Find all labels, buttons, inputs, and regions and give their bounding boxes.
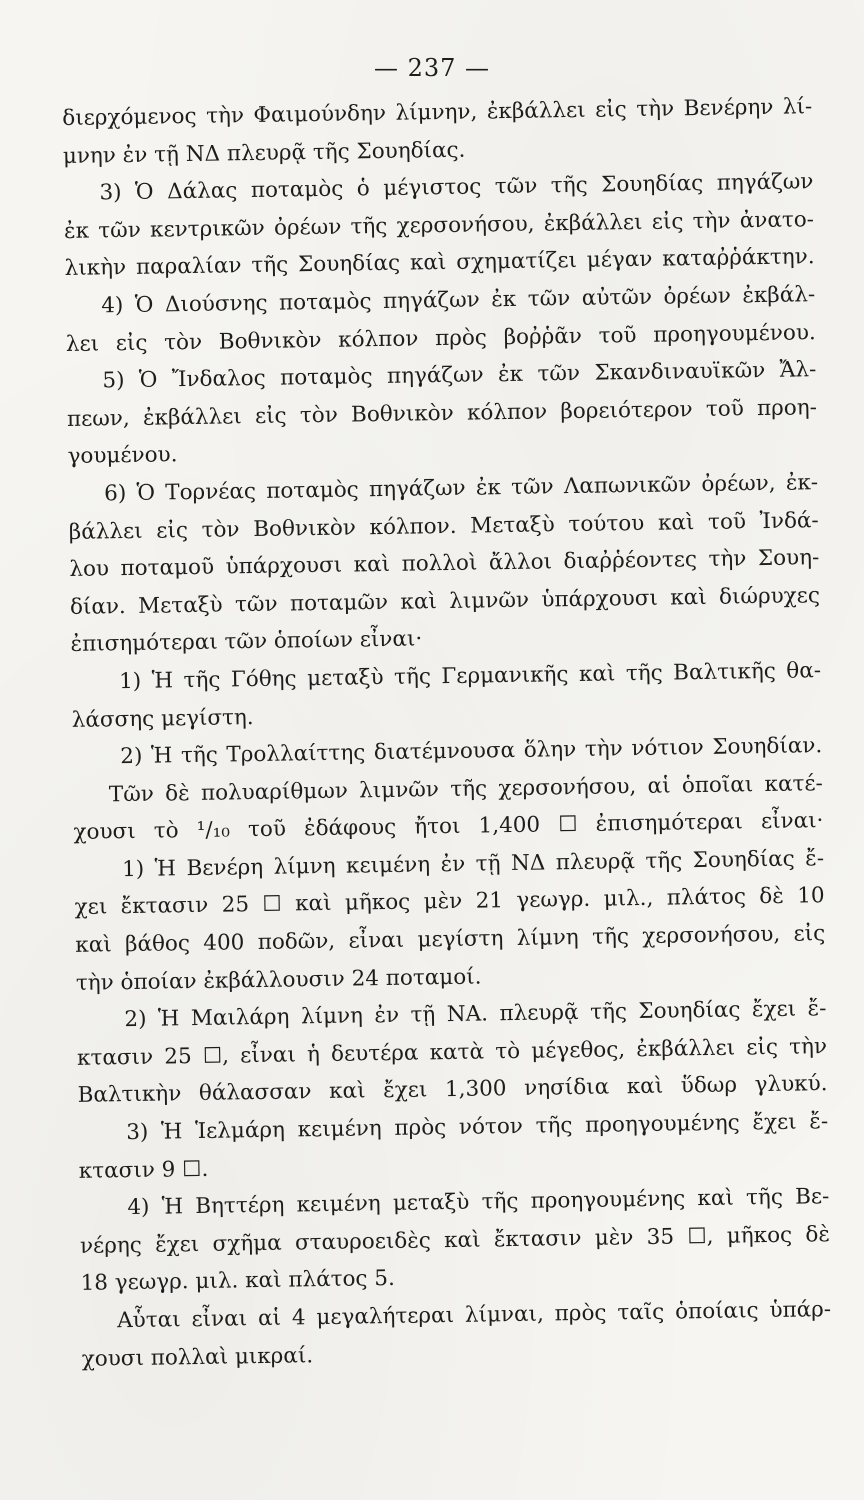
text-line: 5) Ὁ Ἴνδαλος ποταμὸς πηγάζων ἐκ τῶν Σκανδιναυϊκῶν Ἄλ- bbox=[102, 357, 817, 394]
text-line: 18 γεωγρ. μιλ. καὶ πλάτος 5. bbox=[80, 1266, 396, 1297]
text-line: 1) Ἡ τῆς Γόθης μεταξὺ τῆς Γερμανικῆς καὶ τῆς Βαλτικῆς θα- bbox=[118, 658, 822, 695]
text-line: πεων, ἐκβάλλει εἰς τὸν Βοθνικὸν κόλπον βορειότερον τοῦ προη- bbox=[66, 394, 818, 432]
text-line: 2) Ἡ Μαιλάρη λίμνη ἐν τῇ ΝΑ. πλευρᾷ τῆς Σουηδίας ἔχει ἔ- bbox=[124, 996, 827, 1033]
text-line: τὴν ὁποίαν ἐκβάλλουσιν 24 ποταμοί. bbox=[75, 964, 482, 996]
text-line: βάλλει εἰς τὸν Βοθνικὸν κόλπον. Μεταξὺ τούτου καὶ τοῦ Ἰνδά- bbox=[68, 507, 819, 545]
text-line: 1) Ἡ Βενέρη λίμνη κειμένη ἐν τῇ ΝΔ πλευρᾷ τῆς Σουηδίας ἔ- bbox=[121, 846, 825, 883]
page-number: — 237 — bbox=[373, 54, 491, 82]
text-line: 3) Ἡ Ἱελμάρη κειμένη πρὸς νότον τῆς προηγουμένης ἔχει ἔ- bbox=[126, 1109, 829, 1146]
text-line: 4) Ὁ Διούσνης ποταμὸς πηγάζων ἐκ τῶν αὐτῶν ὀρέων ἐκβάλ- bbox=[101, 282, 816, 319]
text-line: διερχόμενος τὴν Φαιμούνδην λίμνην, ἐκβάλλει εἰς τὴν Βενέρην λί- bbox=[62, 94, 813, 131]
text-line: ἐκ τῶν κεντρικῶν ὀρέων τῆς χερσονήσου, ἐκβάλλει εἰς τὴν ἀνατο- bbox=[63, 206, 815, 244]
text-line: κτασιν 25 ☐, εἶναι ἡ δευτέρα κατὰ τὸ μέγεθος, ἐκβάλλει εἰς τὴν bbox=[76, 1033, 828, 1071]
page-body bbox=[62, 88, 832, 1378]
text-line: 4) Ἡ Βηττέρη κειμένη μεταξὺ τῆς προηγουμένης καὶ τῆς Βε- bbox=[127, 1184, 830, 1221]
text-line: δίαν. Μεταξὺ τῶν ποταμῶν καὶ λιμνῶν ὑπάρχουσι καὶ διώρυχες bbox=[69, 582, 821, 620]
text-line: νέρης ἔχει σχῆμα σταυροειδὲς καὶ ἔκτασιν μὲν 35 ☐, μῆκος δὲ bbox=[79, 1221, 831, 1259]
text-line: Βαλτικὴν θάλασσαν καὶ ἔχει 1,300 νησίδια καὶ ὕδωρ γλυκύ. bbox=[77, 1071, 828, 1109]
text-line: γουμένου. bbox=[67, 442, 178, 470]
text-line: 6) Ὁ Τορνέας ποταμὸς πηγάζων ἐκ τῶν Λαπωνικῶν ὀρέων, ἐκ- bbox=[103, 470, 819, 507]
text-line: λει εἰς τὸν Βοθνικὸν κόλπον πρὸς βοῤῥᾶν τοῦ προηγουμένου. bbox=[65, 319, 816, 357]
text-line: 3) Ὁ Δάλας ποταμὸς ὁ μέγιστος τῶν τῆς Σουηδίας πηγάζων bbox=[99, 169, 814, 206]
text-line: λάσσης μεγίστη. bbox=[71, 704, 254, 733]
text-line: 2) Ἡ τῆς Τρολλαίττης διατέμνουσα ὅλην τὴν νότιον Σουηδίαν. bbox=[120, 733, 823, 770]
text-line: ἐπισημότεραι τῶν ὁποίων εἶναι· bbox=[70, 626, 423, 658]
text-line: καὶ βάθος 400 ποδῶν, εἶναι μεγίστη λίμνη τῆς χερσονήσου, εἰς bbox=[75, 921, 826, 958]
text-line: χει ἔκτασιν 25 ☐ καὶ μῆκος μὲν 21 γεωγρ. μιλ., πλάτος δὲ 10 bbox=[74, 883, 825, 921]
text-line: μνην ἐν τῇ ΝΔ πλευρᾷ τῆς Σουηδίας. bbox=[62, 137, 466, 169]
text-line: χουσι τὸ ¹/₁₀ τοῦ ἐδάφους ἤτοι 1,400 ☐ ἐπισημότεραι εἶναι· bbox=[73, 808, 824, 846]
text-line: λικὴν παραλίαν τῆς Σουηδίας καὶ σχηματίζει μέγαν καταῤῥάκτην. bbox=[64, 244, 815, 282]
text-line: Τῶν δὲ πολυαρίθμων λιμνῶν τῆς χερσονήσου, αἱ ὁποῖαι κατέ- bbox=[108, 770, 824, 808]
text-line: λου ποταμοῦ ὑπάρχουσι καὶ πολλοὶ ἄλλοι διαῤῥέοντες τὴν Σουη- bbox=[69, 545, 820, 583]
text-line: Αὗται εἶναι αἱ 4 μεγαλήτεραι λίμναι, πρὸς ταῖς ὁποίαις ὑπάρ- bbox=[116, 1297, 832, 1334]
text-line: κτασιν 9 ☐. bbox=[78, 1156, 209, 1184]
text-line: χουσι πολλαὶ μικραί. bbox=[81, 1342, 314, 1372]
